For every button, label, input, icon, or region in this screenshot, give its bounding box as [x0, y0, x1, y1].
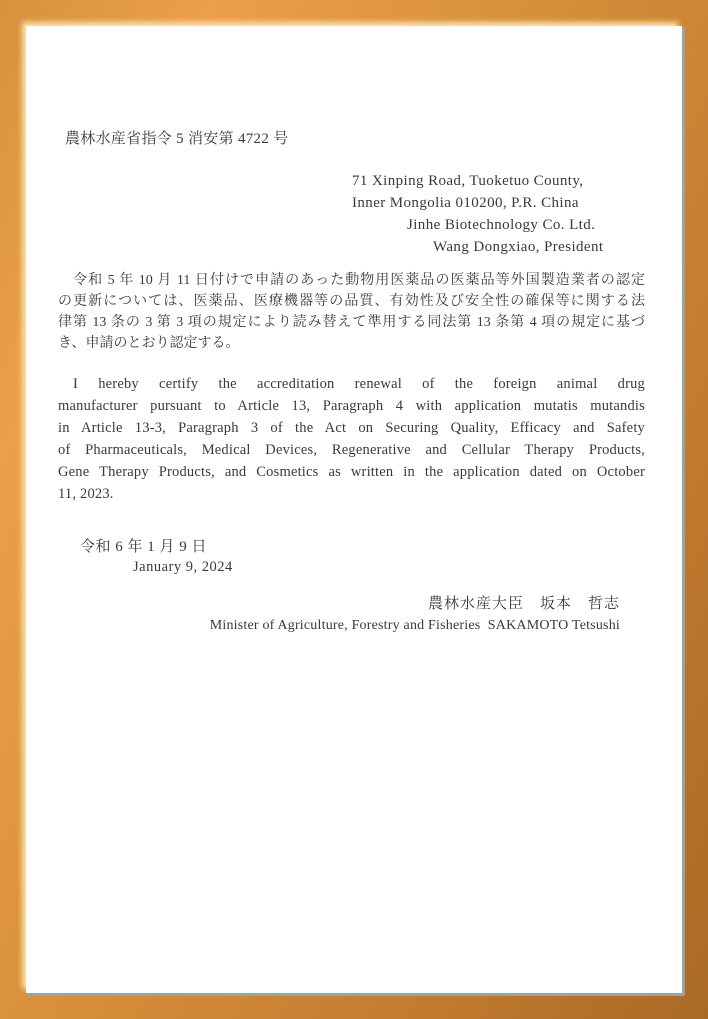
paragraph-line: 令和 5 年 10 月 11 日付けで申請のあった動物用医薬品の医薬品等外国製造業者の認定	[58, 273, 645, 288]
signature-english: Minister of Agriculture, Forestry and Fisheries SAKAMOTO Tetsushi	[209, 618, 620, 633]
paragraph-line: の更新については、医薬品、医療機器等の品質、有効性及び安全性の確保等に関する法	[58, 294, 645, 309]
signature-japanese: 農林水産大臣 坂本 哲志	[427, 596, 620, 612]
date-block	[58, 537, 645, 577]
japanese-body-paragraph	[58, 270, 645, 354]
paragraph-line: 律第 13 条の 3 第 3 項の規定により読み替えて準用する同法第 13 条第 4 項の規定に基づ	[58, 315, 645, 330]
address-line: Inner Mongolia 010200, P.R. China	[352, 195, 579, 211]
paragraph-line: I hereby certify the accreditation renewal of the foreign animal drug	[73, 376, 645, 392]
recipient-address	[352, 170, 645, 258]
address-line: 71 Xinping Road, Tuoketuo County,	[352, 173, 584, 189]
paragraph-line: 11, 2023.	[58, 486, 114, 502]
document-page	[26, 26, 682, 993]
address-line-company: Jinhe Biotechnology Co. Ltd.	[407, 217, 596, 233]
signature-block	[58, 594, 645, 636]
address-line-president: Wang Dongxiao, President	[433, 239, 604, 255]
paragraph-line: manufacturer pursuant to Article 13, Paragraph 4 with application mutatis mutandis	[58, 398, 645, 414]
date-japanese: 令和 6 年 1 月 9 日	[80, 539, 208, 555]
paragraph-line: of Pharmaceuticals, Medical Devices, Regenerative and Cellular Therapy Products,	[58, 442, 645, 458]
date-english: January 9, 2024	[133, 559, 233, 575]
english-body-paragraph	[58, 373, 645, 505]
reference-number: 農林水産省指令 5 消安第 4722 号	[65, 131, 289, 147]
paragraph-line: in Article 13-3, Paragraph 3 of the Act on Securing Quality, Efficacy and Safety	[58, 420, 645, 436]
paragraph-line: き、申請のとおり認定する。	[58, 336, 240, 351]
paragraph-line: Gene Therapy Products, and Cosmetics as written in the application dated on October	[58, 464, 645, 480]
